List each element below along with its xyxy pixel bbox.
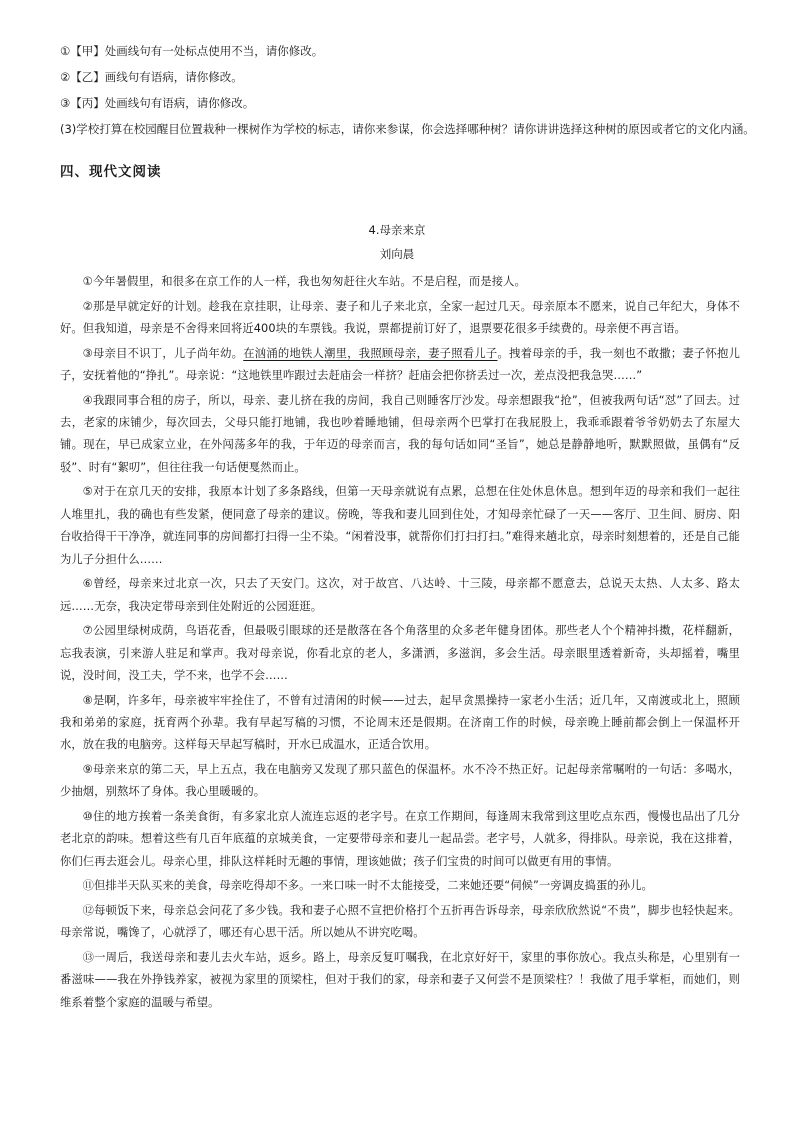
question-3: ③【丙】处画线句有语病，请你修改。 (60, 96, 255, 110)
paragraph-11: ⑪但排半天队买来的美食，母亲吃得却不多。一来口味一时不太能接受，二来她还要“伺候”一旁调皮捣蛋的孙儿。 (82, 879, 653, 893)
underlined-sentence: 在汹涌的地铁人潮里，我照顾母亲，妻子照看儿子 (243, 346, 498, 360)
paragraph-13: ⑬一周后，我送母亲和妻儿去火车站，返乡。路上，母亲反复叮嘱我，在北京好好干，家里的事你放心。我点头称是，心里别有一番滋味——我在外挣钱养家，被视为家里的顶梁柱，但对于我们的家，母亲和妻子又何尝不是顶梁柱？！我做了甩手掌柜，而她们，则维系着整个家庭的温暖与希望。 (60, 951, 740, 1009)
article-body (60, 271, 740, 1016)
paragraph-4: ④我跟同事合租的房子，所以，母亲、妻儿挤在我的房间，我自己则睡客厅沙发。母亲想跟我“抢”，但被我两句话“怼”了回去。过去，老家的床铺少，每次回去，父母只能打地铺，我也吵着睡地铺，但母亲两个巴掌打在我屁股上，我乖乖跟着爷爷奶奶去了东屋大铺。现在，早已成家立业，在外闯荡多年的我，于年迈的母亲而言，我的每句话如同“圣旨”，她总是静静地听，默默照做，虽偶有“反驳”、时有“絮叨”，但往往我一句话便戛然而止。 (60, 393, 740, 474)
question-4: (3)学校打算在校园醒目位置栽种一棵树作为学校的标志，请你来参谋，你会选择哪种树？请你讲讲选择这种树的原因或者它的文化内涵。 (60, 122, 755, 136)
section-title: 四、现代文阅读 (60, 164, 162, 180)
article-title: 4.母亲来京 (368, 223, 426, 237)
paragraph-9: ⑨母亲来京的第二天，早上五点，我在电脑旁又发现了那只蓝色的保温杯。水不冷不热正好。记起母亲常嘱咐的一句话：多喝水，少抽烟，别熬坏了身体。我心里暖暖的。 (60, 763, 740, 799)
article-author: 刘向晨 (379, 247, 415, 261)
question-1: ①【甲】处画线句有一处标点使用不当，请你修改。 (60, 44, 324, 58)
paragraph-3-lead: ③母亲目不识丁，儿子尚年幼。 (82, 346, 244, 360)
paragraph-5: ⑤对于在京几天的安排，我原本计划了多条路线，但第一天母亲就说有点累，总想在住处休息休息。想到年迈的母亲和我们一起往人堆里扎，我的确也有些发紧，便同意了母亲的建议。傍晚，等我和妻儿回到住处，才知母亲忙碌了一天——客厅、卫生间、厨房、阳台收拾得干干净净，就连同事的房间都打扫得一尘不染。“闲着没事，就帮你们打扫打扫。”难得来趟北京，母亲时刻想着的，还是自己能为儿子分担什么…… (60, 485, 740, 566)
paragraph-12: ⑫每顿饭下来，母亲总会问花了多少钱。我和妻子心照不宣把价格打个五折再告诉母亲，母亲欣欣然说“不贵”，脚步也轻快起来。母亲常说，嘴馋了，心就浮了，哪还有心思干活。所以她从不讲究吃喝。 (60, 904, 740, 940)
paragraph-3-rest: 。拽着母亲的手，我一刻也不敢撒；妻子怀抱儿子，安抚着他的“挣扎”。母亲说：“这地铁里咋跟过去赶庙会一样挤？赶庙会把你挤丢过一次，差点没把我急哭……” (60, 346, 740, 382)
paragraph-7: ⑦公园里绿树成荫，鸟语花香，但最吸引眼球的还是散落在各个角落里的众多老年健身团体。那些老人个个精神抖擞，花样翻新，忘我表演，引来游人驻足和掌声。我对母亲说，你看北京的老人，多潇洒，多滋润，多会生活。母亲眼里透着新奇，头却摇着，嘴里说，没时间，没工夫，学不来，也学不会…… (60, 624, 740, 683)
paragraph-1: ①今年暑假里，和很多在京工作的人一样，我也匆匆赶往火车站。不是启程，而是接人。 (82, 275, 526, 288)
paragraph-3 (60, 343, 740, 388)
paragraph-6: ⑥曾经，母亲来过北京一次，只去了天安门。这次，对于故宫、八达岭、十三陵，母亲都不愿意去，总说天太热、人太多、路太远……无奈，我决定带母亲到住处附近的公园逛逛。 (60, 577, 740, 613)
question-2: ②【乙】画线句有语病，请你修改。 (60, 70, 243, 84)
paragraph-10: ⑩住的地方挨着一条美食街，有多家北京人流连忘返的老字号。在京工作期间，每逢周末我常到这里吃点东西，慢慢也品出了几分老北京的韵味。想着这些有几百年底蕴的京城美食，一定要带母亲和妻儿一起品尝。老字号，人就多，得排队。母亲说，我在这排着，你们仨再去逛会儿。母亲心里，排队这样耗时无趣的事情，理该她做；孩子们宝贵的时间可以做更有用的事情。 (60, 810, 740, 868)
paragraph-8: ⑧是啊，许多年，母亲被牢牢拴住了，不曾有过清闲的时候——过去，起早贪黑操持一家老小生活；近几年，又南渡或北上，照顾我和弟弟的家庭，抚育两个孙辈。我有早起写稿的习惯，不论周末还是假期。在济南工作的时候，母亲晚上睡前都会倒上一保温杯开水，放在我的电脑旁。这样每天早起写稿时，开水已成温水，正适合饮用。 (60, 693, 740, 752)
paragraph-2: ②那是早就定好的计划。趁我在京挂职，让母亲、妻子和儿子来北京，全家一起过几天。母亲原本不愿来，说自己年纪大，身体不好。但我知道，母亲是不舍得来回将近400块的车票钱。我说，票都提前订好了，退票要花很多手续费的。母亲便不再言语。 (60, 299, 740, 335)
